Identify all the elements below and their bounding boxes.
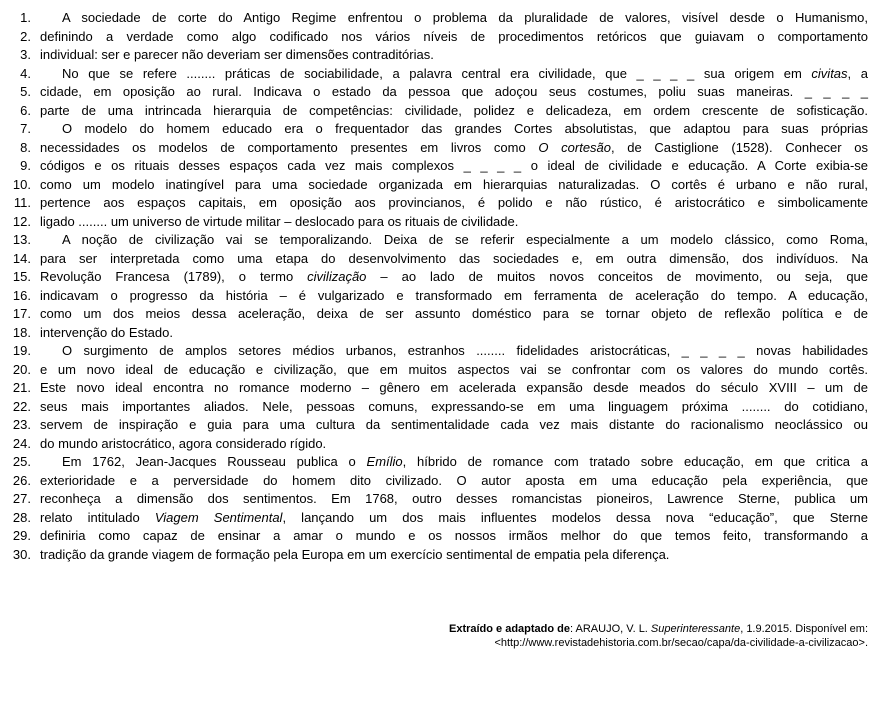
text-line <box>0 361 868 380</box>
line-number: 19. <box>12 343 31 358</box>
text-line <box>0 305 868 324</box>
line-text <box>40 46 868 65</box>
text-segment: definindo a verdade como algo codificado nos vários níveis de procedimentos retóricos que guiavam o comportamento <box>40 28 868 44</box>
text-line <box>0 120 868 139</box>
line-number: 21. <box>12 380 31 395</box>
line-text <box>40 490 868 509</box>
line-text <box>40 509 868 528</box>
text-segment: servem de inspiração e guia para uma cultura da sentimentalidade cada vez mais distante do racionalismo neoclássico ou <box>40 417 868 432</box>
line-number: 7. <box>20 121 31 136</box>
citation-line-2: <http://www.revistadehistoria.com.br/secao/capa/da-civilidade-a-civilizacao>. <box>494 637 868 649</box>
line-text <box>40 9 868 28</box>
text-line <box>0 398 868 417</box>
line-number: 12. <box>12 213 31 229</box>
line-text <box>40 416 868 435</box>
text-segment: A noção de civilização vai se temporalizando. Deixa de se referir especialmente a um modelo clássico, como Roma, <box>62 232 868 247</box>
line-number: 20. <box>12 361 31 377</box>
text-segment: Este novo ideal encontra no romance moderno – gênero em acelerada expansão desde meados do século XVIII – um de <box>40 380 868 395</box>
text-line <box>0 472 868 491</box>
line-text <box>40 361 868 380</box>
line-text <box>40 176 868 195</box>
line-number: 10. <box>12 176 31 192</box>
text-line <box>0 509 868 528</box>
line-number: 14. <box>12 250 31 266</box>
line-number: 27. <box>12 491 31 506</box>
source-citation <box>268 622 868 650</box>
text-line <box>0 416 868 435</box>
line-number: 28. <box>12 509 31 525</box>
text-line <box>0 231 868 250</box>
text-segment: cidade, em oposição ao rural. Indicava o estado da pessoa que adoçou seus costumes, poliu suas maneiras. _ _ _ _ <box>40 84 868 99</box>
italic-text-segment: Emílio <box>366 454 403 469</box>
line-text <box>40 453 868 472</box>
line-text <box>40 435 868 454</box>
line-text <box>40 213 868 232</box>
line-number: 17. <box>12 306 31 321</box>
text-segment: como um dos meios dessa aceleração, deixa de ser assunto doméstico para se tornar objeto de reflexão política e de <box>40 306 868 321</box>
text-line <box>0 213 868 232</box>
text-segment: definiria como capaz de ensinar a amar o mundo e os nossos irmãos melhor do que temos feito, transformando a <box>40 528 868 543</box>
line-text <box>40 83 868 102</box>
text-segment: seus mais importantes aliados. Nele, pessoas comuns, expressando-se em uma linguagem próxima ........ do cotidiano, <box>40 398 868 414</box>
text-segment: , a <box>847 65 868 81</box>
text-segment: , de Castiglione (1528). Conhecer os <box>611 139 868 155</box>
text-segment: ligado ........ um universo de virtude militar – deslocado para os rituais de civilidade. <box>40 213 519 229</box>
text-segment: intervenção do Estado. <box>40 324 173 340</box>
line-number: 16. <box>12 287 31 303</box>
line-text <box>40 250 868 269</box>
text-line <box>0 527 868 546</box>
text-line <box>0 268 868 287</box>
line-number: 9. <box>20 158 31 173</box>
line-text <box>40 120 868 139</box>
text-line <box>0 102 868 121</box>
italic-text-segment: O cortesão <box>538 139 612 155</box>
line-text <box>40 102 868 121</box>
text-line <box>0 287 868 306</box>
line-text <box>40 342 868 361</box>
text-line <box>0 9 868 28</box>
text-segment: exterioridade e a perversidade do homem dito civilizado. O autor aposta em uma educação pela experiência, que <box>40 472 868 488</box>
text-line <box>0 28 868 47</box>
line-text <box>40 268 868 287</box>
text-passage <box>0 9 868 564</box>
text-line <box>0 194 868 213</box>
line-number: 13. <box>12 232 31 247</box>
italic-text-segment: civilização <box>307 269 367 284</box>
line-number: 3. <box>20 47 31 62</box>
line-number: 24. <box>12 435 31 451</box>
text-line <box>0 379 868 398</box>
text-segment: A sociedade de corte do Antigo Regime enfrentou o problema da pluralidade de valores, visível desde o Humanismo, <box>62 10 868 25</box>
line-number: 1. <box>20 10 31 25</box>
text-segment: como um modelo inatingível para uma sociedade organizada em hierarquias naturalizadas. O cortês é urbano e não rural, <box>40 176 868 192</box>
text-segment: Em 1762, Jean-Jacques Rousseau publica o <box>62 454 367 469</box>
text-line <box>0 453 868 472</box>
line-number: 26. <box>12 472 31 488</box>
text-segment: parte de uma intrincada hierarquia de competências: civilidade, polidez e delicadeza, em ordem crescente de sofisticação. <box>40 102 868 118</box>
line-text <box>40 157 868 176</box>
line-number: 6. <box>20 102 31 118</box>
text-segment: indicavam o progresso da história – é vulgarizado e transformado em ferramenta de aceleração do tempo. A educação, <box>40 287 868 303</box>
line-text <box>40 398 868 417</box>
line-number: 15. <box>12 269 31 284</box>
text-line <box>0 65 868 84</box>
line-number: 4. <box>20 65 31 81</box>
line-text <box>40 379 868 398</box>
line-number: 2. <box>20 28 31 44</box>
text-segment: , 1.9.2015. Disponível em: <box>740 623 868 635</box>
line-text <box>40 231 868 250</box>
line-number: 30. <box>12 546 31 562</box>
text-line <box>0 176 868 195</box>
text-segment: , híbrido de romance com tratado sobre educação, em que critica a <box>402 454 868 469</box>
text-segment: O surgimento de amplos setores médios urbanos, estranhos ........ fidelidades aristocráticas, _ _ _ _ novas habilidades <box>62 343 868 358</box>
line-text <box>40 472 868 491</box>
line-number: 18. <box>12 324 31 340</box>
text-segment: Revolução Francesa (1789), o termo <box>40 269 308 284</box>
citation-line-1 <box>268 622 868 636</box>
line-text <box>40 527 868 546</box>
line-number: 25. <box>12 454 31 469</box>
text-line <box>0 250 868 269</box>
text-segment: No que se refere ........ práticas de sociabilidade, a palavra central era civilidade, que _ _ _ _ sua origem em <box>62 65 812 81</box>
text-segment: : ARAUJO, V. L. <box>570 623 651 635</box>
italic-text-segment: Superinteressante <box>650 623 741 635</box>
line-number: 8. <box>20 139 31 155</box>
text-segment: para ser interpretada como uma etapa do desenvolvimento das sociedades e, em outra dimensão, dos indivíduos. Na <box>40 250 868 266</box>
bold-text-segment: Extraído e adaptado de <box>448 623 571 635</box>
text-line <box>0 435 868 454</box>
line-number: 5. <box>20 84 31 99</box>
text-segment: necessidades os modelos de comportamento presentes em livros como <box>40 139 539 155</box>
text-segment: do mundo aristocrático, agora considerado rígido. <box>40 435 327 451</box>
text-segment: – ao lado de muitos novos conceitos de movimento, ou seja, que <box>366 269 869 284</box>
line-text <box>40 324 868 343</box>
italic-text-segment: Viagem Sentimental <box>154 509 283 525</box>
line-number: 11. <box>13 195 31 210</box>
line-text <box>40 305 868 324</box>
text-segment: , lançando um dos mais influentes modelos dessa nova “educação”, que Sterne <box>282 509 868 525</box>
text-segment: O modelo do homem educado era o frequentador das grandes Cortes absolutistas, que adaptou para suas próprias <box>62 121 868 136</box>
text-line <box>0 157 868 176</box>
line-text <box>40 139 868 158</box>
line-text <box>40 546 868 565</box>
text-segment: pertence aos espaços capitais, em oposição aos provincianos, é polido e não rústico, é aristocrático e simbolicamente <box>40 195 868 210</box>
line-number: 22. <box>12 398 31 414</box>
text-segment: códigos e os rituais desses espaços cada vez mais complexos _ _ _ _ o ideal de civilidade e educação. A Corte exibia-se <box>40 158 868 173</box>
text-segment: reconheça a dimensão dos sentimentos. Em 1768, outro desses romancistas pioneiros, Lawrence Sterne, publica um <box>40 491 868 506</box>
line-text <box>40 28 868 47</box>
text-line <box>0 324 868 343</box>
text-line <box>0 490 868 509</box>
text-segment: relato intitulado <box>40 509 155 525</box>
line-number: 23. <box>12 417 31 432</box>
text-line <box>0 546 868 565</box>
line-text <box>40 194 868 213</box>
text-line <box>0 46 868 65</box>
line-text <box>40 287 868 306</box>
text-line <box>0 139 868 158</box>
italic-text-segment: civitas <box>811 65 848 81</box>
text-line <box>0 342 868 361</box>
text-segment: e um novo ideal de educação e civilização, que em muitos aspectos vai se confrontar com os valores do mundo cortês. <box>40 361 868 377</box>
line-text <box>40 65 868 84</box>
text-segment: tradição da grande viagem de formação pela Europa em um exercício sentimental de empatia pela diferença. <box>40 546 670 562</box>
text-segment: individual: ser e parecer não deveriam ser dimensões contraditórias. <box>40 47 434 62</box>
line-number: 29. <box>12 528 31 543</box>
text-line <box>0 83 868 102</box>
